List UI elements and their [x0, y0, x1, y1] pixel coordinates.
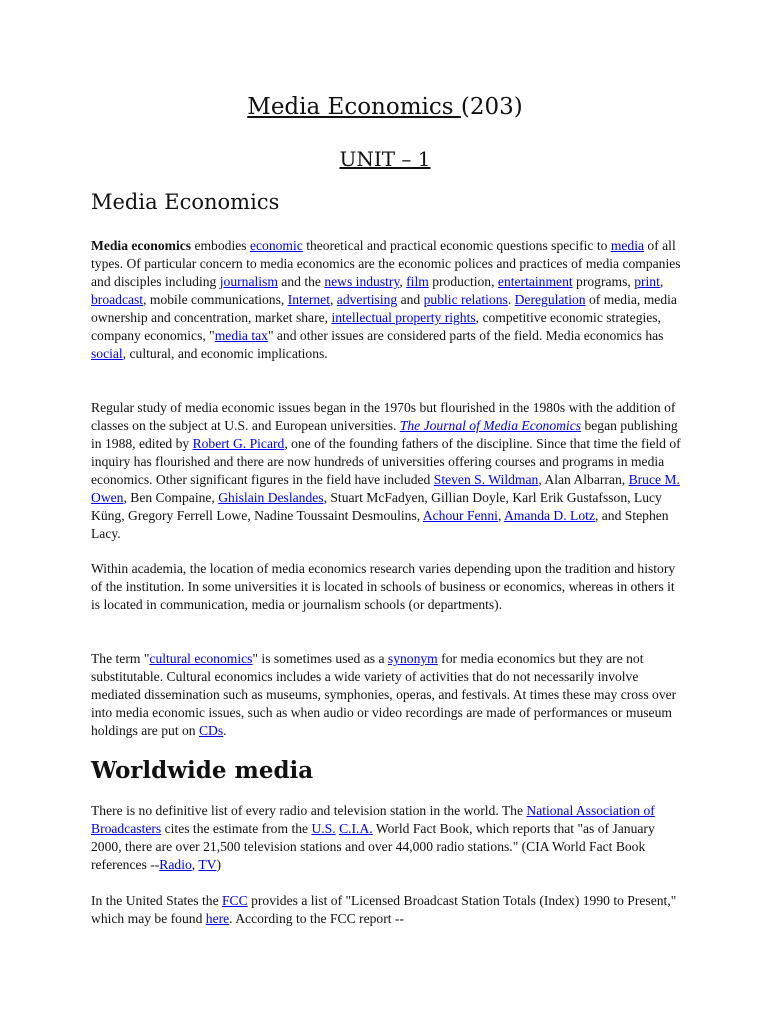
link-cultural-economics[interactable]: cultural economics	[149, 651, 253, 666]
paragraph-6: In the United States the FCC provides a list of "Licensed Broadcast Station Totals (Index) 1990 to Present," which may be found here. According to the FCC report --	[91, 893, 677, 926]
link-robert-picard[interactable]: Robert G. Picard	[192, 436, 285, 451]
link-internet[interactable]: Internet	[287, 292, 330, 307]
link-amanda-lotz[interactable]: Amanda D. Lotz	[503, 508, 595, 523]
link-ghislain-deslandes[interactable]: Ghislain Deslandes	[218, 490, 324, 505]
link-journalism[interactable]: journalism	[219, 274, 278, 289]
unit-heading: UNIT – 1	[339, 147, 431, 171]
link-cds[interactable]: CDs	[198, 723, 224, 738]
page-title	[0, 94, 770, 120]
link-fcc[interactable]: FCC	[222, 893, 248, 908]
link-bruce-owen[interactable]: Bruce M. Owen	[91, 472, 680, 505]
link-news-industry[interactable]: news industry	[324, 274, 400, 289]
paragraph-2: Regular study of media economic issues began in the 1970s but flourished in the 1980s with the addition of classes on the subject at U.S. and European universities. The Journal of Media Economics began publishing in 1988, edited by Robert G. Picard, one of the founding fathers of the discipline. Since that time the field of inquiry has flourished and there are now hundreds of universities offering courses and programs in media economics. Other significant figures in the field have included Steven S. Wildman, Alan Albarran, Bruce M. Owen, Ben Compaine, Ghislain Deslandes, Stuart McFadyen, Gillian Doyle, Karl Erik Gustafsson, Lucy Küng, Gregory Ferrell Lowe, Nadine Toussaint Desmoulins, Achour Fenni, Amanda D. Lotz, and Stephen Lacy.	[91, 400, 681, 541]
link-advertising[interactable]: advertising	[336, 292, 398, 307]
paragraph-4: The term "cultural economics" is sometimes used as a synonym for media economics but they are not substitutable. Cultural economics includes a wide variety of activities that do not necessarily involve mediated dissemination such as museums, symphonies, operas, and festivals. At times these may cross over into media economic issues, such as when audio or video recordings are made of performances or museum holdings are put on CDs.	[91, 651, 677, 738]
link-tv[interactable]: TV	[198, 857, 217, 872]
link-print[interactable]: print	[634, 274, 660, 289]
link-steven-wildman[interactable]: Steven S. Wildman	[433, 472, 539, 487]
link-synonym[interactable]: synonym	[387, 651, 438, 666]
link-nab[interactable]: National Association of Broadcasters	[91, 803, 655, 836]
section-heading-worldwide-media: Worldwide media	[91, 757, 314, 784]
link-journal-of-media-economics[interactable]: The Journal of Media Economics	[399, 418, 582, 433]
link-us[interactable]: U.S.	[311, 821, 336, 836]
paragraph-3: Within academia, the location of media economics research varies depending upon the tradition and history of the institution. In some universities it is located in schools of business or economics, whereas in others it is located in communication, media or journalism schools (or departments).	[91, 561, 676, 612]
link-intellectual-property-rights[interactable]: intellectual property rights	[331, 310, 476, 325]
link-here[interactable]: here	[205, 911, 230, 926]
link-media[interactable]: media	[610, 238, 645, 253]
link-achour-fenni[interactable]: Achour Fenni	[422, 508, 498, 523]
link-cia[interactable]: C.I.A.	[339, 821, 373, 836]
link-public-relations[interactable]: public relations	[423, 292, 508, 307]
section-heading-media-economics: Media Economics	[91, 190, 280, 214]
link-social[interactable]: social	[91, 346, 123, 361]
link-broadcast[interactable]: broadcast	[91, 292, 144, 307]
title-underlined: Media Economics	[247, 94, 461, 120]
link-radio[interactable]: Radio	[159, 857, 192, 872]
paragraph-1: Media economics embodies economic theoretical and practical economic questions specific to media of all types. Of particular concern to media economics are the economic polices and practices of media companies and disciples including journalism and the news industry, film production, entertainment programs, print, broadcast, mobile communications, Internet, advertising and public relations. Deregulation of media, media ownership and concentration, market share, intellectual property rights, competitive economic strategies, company economics, "media tax" and other issues are considered parts of the field. Media economics has social, cultural, and economic implications.	[91, 238, 681, 361]
bold-term: Media economics	[91, 238, 192, 253]
link-economic[interactable]: economic	[249, 238, 303, 253]
paragraph-5: There is no definitive list of every radio and television station in the world. The National Association of Broadcasters cites the estimate from the U.S. C.I.A. World Fact Book, which reports that "as of January 2000, there are over 21,500 television stations and over 44,000 radio stations." (CIA World Fact Book references --Radio, TV)	[91, 803, 655, 872]
link-media-tax[interactable]: media tax	[214, 328, 268, 343]
link-deregulation[interactable]: Deregulation	[514, 292, 586, 307]
link-entertainment[interactable]: entertainment	[497, 274, 573, 289]
title-rest: (203)	[460, 94, 523, 120]
link-film[interactable]: film	[406, 274, 429, 289]
